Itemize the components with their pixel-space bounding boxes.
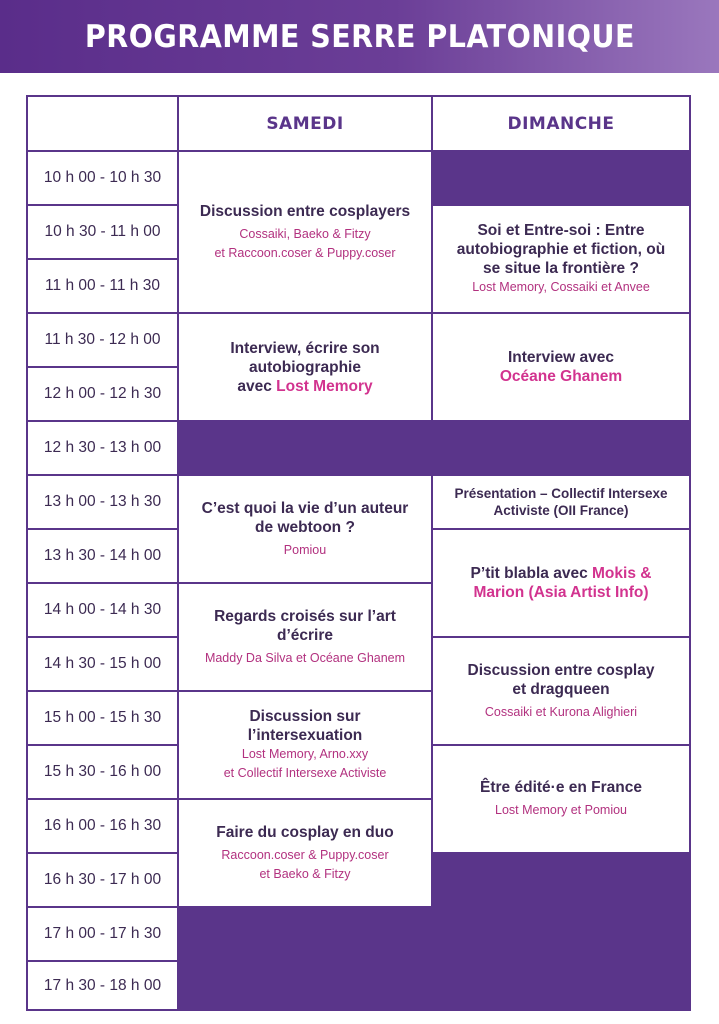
- event-title: l’intersexuation: [247, 727, 363, 744]
- event-title-prefix: P’tit blabla avec: [470, 565, 593, 582]
- event-guests: Raccoon.coser & Puppy.coser: [221, 847, 389, 862]
- page-title: PROGRAMME SERRE PLATONIQUE: [84, 18, 635, 55]
- event-title: autobiographie: [249, 358, 361, 376]
- event-title: Être édité·e en France: [480, 779, 642, 796]
- event-cell-sun-interview: [431, 312, 691, 422]
- time-slot: [26, 150, 179, 206]
- event-guests: Maddy Da Silva et Océane Ghanem: [204, 650, 406, 665]
- time-label: 12 h 30 - 13 h 00: [43, 439, 162, 456]
- time-label: 12 h 00 - 12 h 30: [43, 385, 162, 402]
- time-slot: [26, 582, 179, 638]
- event-title-highlight: Lost Memory: [276, 377, 373, 395]
- event-title: Discussion entre cosplayers: [199, 202, 411, 220]
- time-slot: [26, 960, 179, 1011]
- time-label: 15 h 00 - 15 h 30: [43, 709, 162, 726]
- event-guests: Pomiou: [283, 542, 327, 557]
- day-label-saturday: SAMEDI: [266, 113, 344, 134]
- table-corner: [26, 95, 179, 152]
- time-label: 11 h 30 - 12 h 00: [44, 331, 161, 348]
- schedule-table: [26, 95, 691, 1011]
- time-slot: [26, 366, 179, 422]
- event-title: Interview avec: [508, 349, 614, 366]
- event-title: Interview, écrire son: [230, 339, 380, 357]
- time-label: 15 h 30 - 16 h 00: [43, 763, 162, 780]
- day-label-sunday: DIMANCHE: [507, 113, 615, 134]
- event-title: Soi et Entre-soi : Entre: [477, 222, 645, 239]
- closed-block-saturday: [177, 906, 433, 1011]
- event-title: Présentation – Collectif Intersexe: [454, 486, 668, 501]
- event-title: Activiste (OII France): [493, 503, 629, 518]
- event-title: se situe la frontière ?: [483, 260, 639, 277]
- time-label: 10 h 00 - 10 h 30: [43, 169, 162, 186]
- time-slot: [26, 798, 179, 854]
- day-header-sunday: [431, 95, 691, 152]
- event-guests: et Baeko & Fitzy: [259, 866, 351, 881]
- time-label: 14 h 00 - 14 h 30: [43, 601, 162, 618]
- event-guests: Lost Memory et Pomiou: [495, 803, 627, 817]
- event-title: [237, 377, 372, 396]
- day-header-saturday: [177, 95, 433, 152]
- time-slot: [26, 906, 179, 962]
- time-slot: [26, 690, 179, 746]
- time-slot: [26, 204, 179, 260]
- time-slot: [26, 636, 179, 692]
- event-title: C’est quoi la vie d’un auteur: [201, 499, 409, 517]
- event-guests: Cossaiki et Kurona Alighieri: [484, 704, 638, 719]
- closed-block-sunday-morning: [431, 150, 691, 206]
- time-label: 10 h 30 - 11 h 00: [44, 223, 161, 240]
- time-slot: [26, 474, 179, 530]
- event-title: d’écrire: [276, 626, 333, 644]
- event-title: [471, 564, 652, 583]
- time-label: 11 h 00 - 11 h 30: [45, 277, 160, 294]
- event-title: autobiographie et fiction, où: [456, 241, 666, 258]
- event-cell-sun-entre-soi: [431, 204, 691, 314]
- time-slot: [26, 420, 179, 476]
- event-guests: Cossaiki, Baeko & Fitzy: [239, 226, 371, 241]
- event-title-highlight: Marion (Asia Artist Info): [473, 584, 649, 601]
- event-title: Regards croisés sur l’art: [214, 607, 396, 625]
- event-title-prefix: avec: [237, 377, 277, 395]
- event-guests: Lost Memory, Cossaiki et Anvee: [472, 280, 650, 294]
- event-cell-sun-blabla: [431, 528, 691, 638]
- event-title: et dragqueen: [512, 680, 610, 698]
- event-cell-sun-edite: [431, 744, 691, 854]
- time-slot: [26, 312, 179, 368]
- time-label: 16 h 00 - 16 h 30: [43, 817, 162, 834]
- time-label: 17 h 00 - 17 h 30: [43, 925, 162, 942]
- event-cell-sat-intersexuation: [177, 690, 433, 800]
- time-slot: [26, 744, 179, 800]
- event-guests: Lost Memory, Arno.xxy: [241, 747, 369, 761]
- event-title: Discussion sur: [249, 708, 361, 725]
- event-title-highlight: Mokis &: [592, 565, 652, 582]
- time-label: 17 h 30 - 18 h 00: [43, 976, 162, 994]
- event-guests: et Raccoon.coser & Puppy.coser: [214, 245, 396, 260]
- event-title: Discussion entre cosplay: [467, 661, 655, 679]
- time-slot: [26, 852, 179, 908]
- event-cell-sat-autobiographie: [177, 312, 433, 422]
- event-title: de webtoon ?: [255, 518, 355, 536]
- time-slot: [26, 528, 179, 584]
- event-cell-sat-ecrire: [177, 582, 433, 692]
- lunch-break-bar: [177, 420, 691, 476]
- time-label: 14 h 30 - 15 h 00: [43, 655, 162, 672]
- closed-block-sunday-evening: [431, 852, 691, 1011]
- time-label: 13 h 00 - 13 h 30: [43, 493, 162, 510]
- event-cell-sat-webtoon: [177, 474, 433, 584]
- event-title-highlight: Océane Ghanem: [499, 368, 623, 385]
- event-title: Faire du cosplay en duo: [216, 823, 394, 841]
- event-cell-sat-cosplay-duo: [177, 798, 433, 908]
- event-cell-sun-presentation: [431, 474, 691, 530]
- time-slot: [26, 258, 179, 314]
- page-banner: [0, 0, 719, 73]
- event-guests: et Collectif Intersexe Activiste: [223, 766, 387, 780]
- time-label: 13 h 30 - 14 h 00: [43, 547, 162, 564]
- time-label: 16 h 30 - 17 h 00: [43, 871, 162, 888]
- event-cell-sun-dragqueen: [431, 636, 691, 746]
- event-cell-sat-cosplayers: [177, 150, 433, 314]
